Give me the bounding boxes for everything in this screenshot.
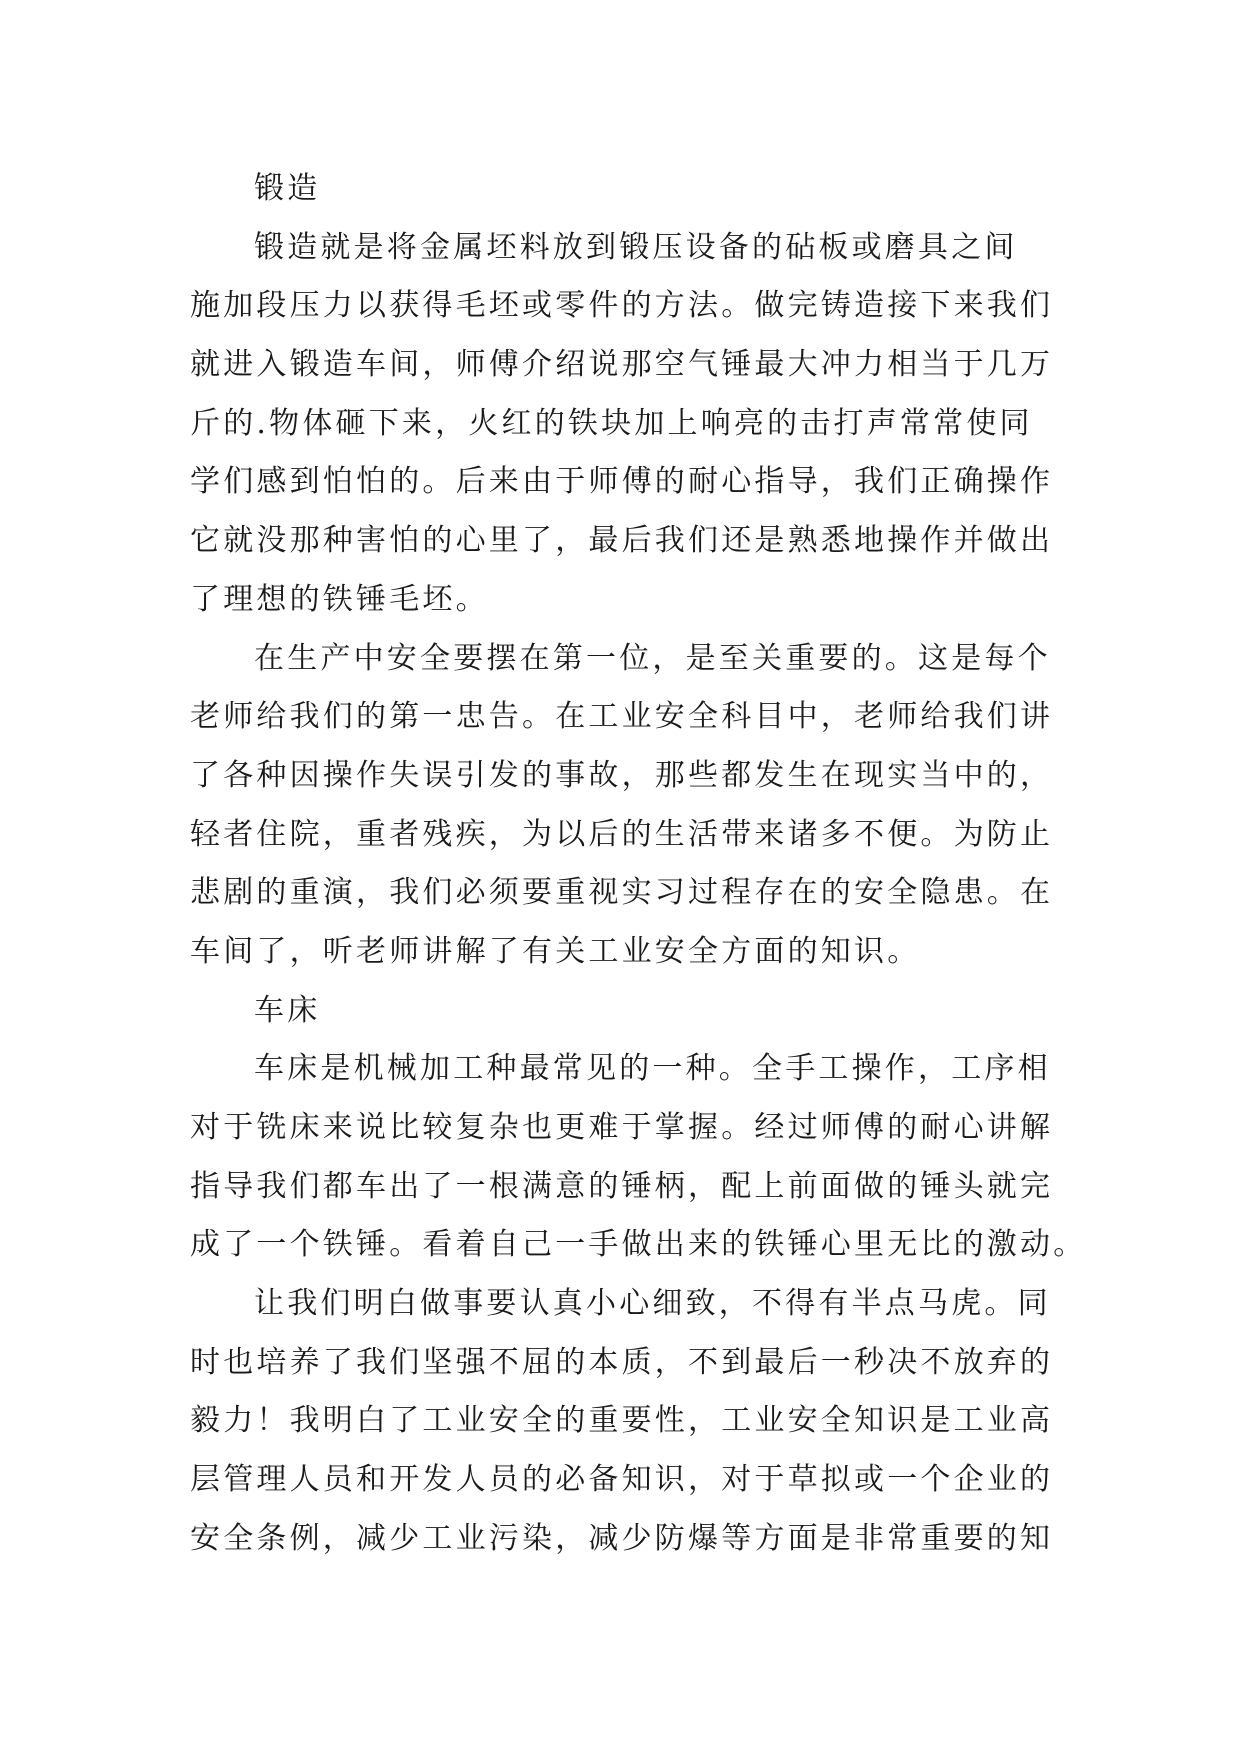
text-line: 老师给我们的第一忠告。在工业安全科目中，老师给我们讲 bbox=[190, 699, 1054, 735]
text-line: 施加段压力以获得毛坯或零件的方法。做完铸造接下来我们 bbox=[190, 288, 1054, 324]
text-line: 锻造 bbox=[254, 171, 321, 206]
text-line: 车床 bbox=[254, 992, 321, 1028]
text-line: 车床是机械加工种最常见的一种。全手工操作，工序相 bbox=[254, 1051, 1051, 1087]
text-line: 学们感到怕怕的。后来由于师傅的耐心指导，我们正确操作 bbox=[190, 464, 1054, 500]
text-line: 轻者住院，重者残疾，为以后的生活带来诸多不便。为防止 bbox=[190, 816, 1054, 852]
text-line: 安全条例，减少工业污染，减少防爆等方面是非常重要的知 bbox=[190, 1520, 1054, 1556]
text-line: 车间了，听老师讲解了有关工业安全方面的知识。 bbox=[190, 933, 921, 969]
text-line: 成了一个铁锤。看着自己一手做出来的铁锤心里无比的激动。 bbox=[190, 1227, 1087, 1263]
text-line: 了各种因操作失误引发的事故，那些都发生在现实当中的， bbox=[190, 757, 1054, 793]
text-line: 层管理人员和开发人员的必备知识，对于草拟或一个企业的 bbox=[190, 1462, 1054, 1498]
text-line: 就进入锻造车间，师傅介绍说那空气锤最大冲力相当于几万 bbox=[190, 347, 1054, 383]
body-text bbox=[190, 160, 1087, 1569]
text-line: 让我们明白做事要认真小心细致，不得有半点马虎。同 bbox=[254, 1286, 1051, 1322]
text-line: 对于铣床来说比较复杂也更难于掌握。经过师傅的耐心讲解 bbox=[190, 1110, 1054, 1145]
text-line: 时也培养了我们坚强不屈的本质，不到最后一秒决不放弃的 bbox=[190, 1344, 1054, 1380]
text-line: 毅力！我明白了工业安全的重要性，工业安全知识是工业高 bbox=[190, 1403, 1054, 1439]
text-line: 斤的.物体砸下来，火红的铁块加上响亮的击打声常常使同 bbox=[190, 405, 1033, 441]
text-line: 指导我们都车出了一根满意的锤柄，配上前面做的锤头就完 bbox=[190, 1168, 1054, 1204]
text-line: 了理想的铁锤毛坯。 bbox=[190, 581, 489, 617]
text-line: 锻造就是将金属坯料放到锻压设备的砧板或磨具之间 bbox=[254, 229, 1018, 265]
text-line: 悲剧的重演，我们必须要重视实习过程存在的安全隐患。在 bbox=[190, 875, 1054, 911]
text-line: 它就没那种害怕的心里了，最后我们还是熟悉地操作并做出 bbox=[190, 523, 1054, 559]
text-line: 在生产中安全要摆在第一位，是至关重要的。这是每个 bbox=[254, 640, 1051, 676]
